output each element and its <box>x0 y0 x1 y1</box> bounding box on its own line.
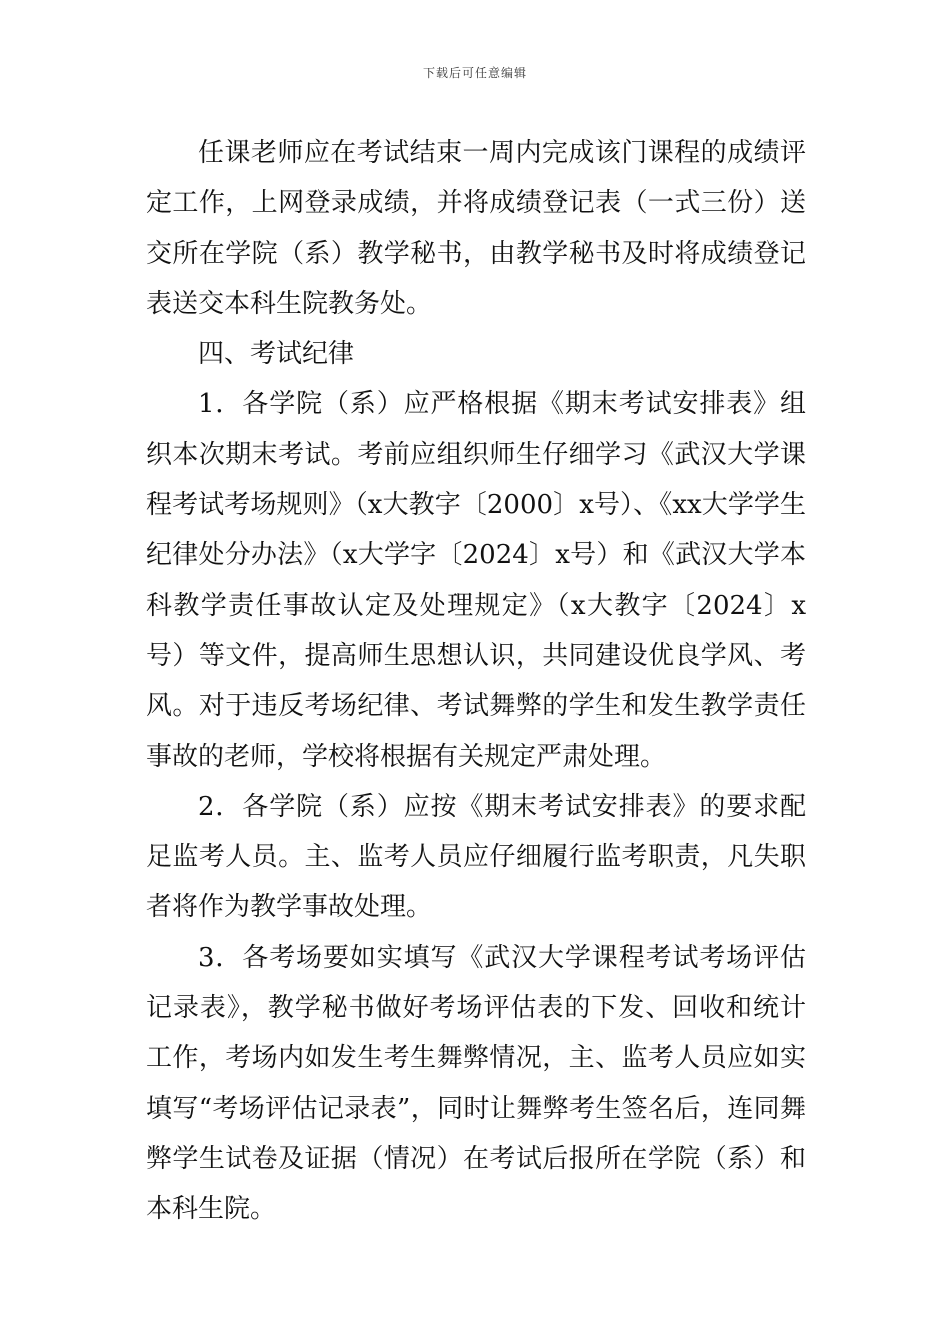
document-body <box>146 128 806 1235</box>
paragraph-grade-submission: 任课老师应在考试结束一周内完成该门课程的成绩评定工作，上网登录成绩，并将成绩登记表（一式三份）送交所在学院（系）教学秘书，由教学秘书及时将成绩登记表送交本科生院教务处。 <box>146 138 806 319</box>
page-header: 下载后可任意编辑 <box>422 66 527 80</box>
paragraph-item-2: 2．各学院（系）应按《期末考试安排表》的要求配足监考人员。主、监考人员应仔细履行监考职责，凡失职者将作为教学事故处理。 <box>146 791 806 923</box>
section-heading-exam-discipline: 四、考试纪律 <box>198 339 355 370</box>
paragraph-item-3: 3．各考场要如实填写《武汉大学课程考试考场评估记录表》，教学秘书做好考场评估表的下发、回收和统计工作，考场内如发生考生舞弊情况，主、监考人员应如实填写“考场评估记录表”，同时让舞弊考生签名后，连同舞弊学生试卷及证据（情况）在考试后报所在学院（系）和本科生院。 <box>146 942 806 1225</box>
paragraph-item-1: 1．各学院（系）应严格根据《期末考试安排表》组织本次期末考试。考前应组织师生仔细学习《武汉大学课程考试考场规则》（x大教字〔2000〕x号）、《xx大学学生纪律处分办法》（x大学字〔2024〕x号）和《武汉大学本科教学责任事故认定及处理规定》（x大教字〔2024〕x号）等文件，提高师生思想认识，共同建设优良学风、考风。对于违反考场纪律、考试舞弊的学生和发生教学责任事故的老师，学校将根据有关规定严肃处理。 <box>146 389 806 772</box>
